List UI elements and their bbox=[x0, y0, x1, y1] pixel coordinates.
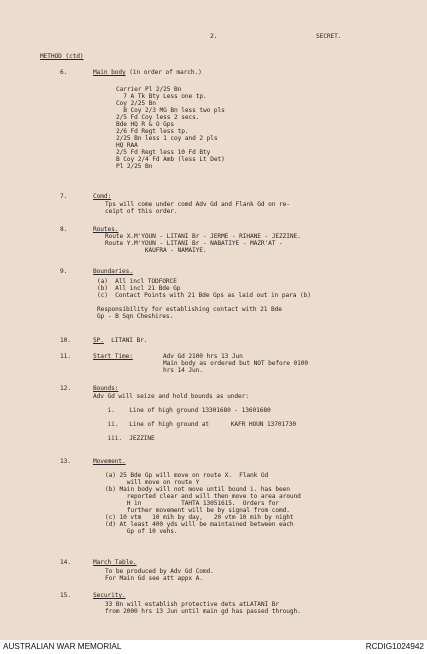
para-body bbox=[105, 601, 301, 615]
body-line: Gp - B Sqn Cheshires. bbox=[97, 313, 174, 320]
body-line: Carrier Pl 2/25 Bn bbox=[116, 86, 182, 93]
body-line: Bde HQ R & O Gps bbox=[116, 121, 175, 128]
para-number: 13. bbox=[60, 458, 71, 465]
body-line: Adv Gd 2100 hrs 13 Jun bbox=[163, 353, 243, 360]
para-number: 9. bbox=[60, 268, 68, 275]
para-number: 8. bbox=[60, 226, 68, 233]
body-line: To be produced by Adv Gd Comd. bbox=[105, 568, 214, 575]
para-subtitle: (in order of march.) bbox=[125, 69, 202, 76]
body-line bbox=[93, 414, 296, 421]
body-line: 2/6 Fd Regt less tp. bbox=[116, 128, 189, 135]
para-title: Security. bbox=[93, 592, 126, 599]
body-line: (c) 10 vtm 10 mih by day, 20 vtm 10 mih by night bbox=[105, 514, 294, 521]
para-title: Start Time: bbox=[93, 353, 133, 360]
body-line: (a) All incl TODFORCE bbox=[97, 278, 177, 285]
para-body bbox=[116, 86, 225, 170]
para-body bbox=[97, 278, 311, 320]
body-line: Gp of 10 vehs. bbox=[105, 528, 178, 535]
para-number: 15. bbox=[60, 592, 71, 599]
body-line: (a) 25 Bde Gp will move on route X. Flank Gd bbox=[105, 472, 269, 479]
para-number: 14. bbox=[60, 559, 71, 566]
para-body bbox=[93, 393, 296, 442]
para-title: Bounds: bbox=[93, 385, 119, 392]
body-line: reported clear and will then move to area around bbox=[105, 493, 301, 500]
body-line: B Coy 2/3 MG Bn less two pls bbox=[116, 107, 225, 114]
para-title-row bbox=[93, 337, 147, 344]
para-title: Boundaries. bbox=[93, 268, 133, 275]
body-line: (b) All incl 21 Bde Gp bbox=[97, 285, 181, 292]
para-body bbox=[163, 353, 308, 374]
body-line: (d) At least 400 yds will be maintained between each bbox=[105, 521, 294, 528]
para-body bbox=[105, 201, 290, 215]
body-line: Tps will come under comd Adv Gd and Flank Gd on re- bbox=[105, 201, 290, 208]
section-heading: METHOD (ctd) bbox=[40, 53, 84, 60]
para-title: Movement. bbox=[93, 458, 126, 465]
body-line: 2/5 Fd Regt less 10 Fd Bty bbox=[116, 149, 211, 156]
body-line: (b) Main body will not move until bound i. has been bbox=[105, 486, 290, 493]
para-body bbox=[105, 233, 301, 254]
body-line: i. Line of high ground 13301680 - 13601680 bbox=[93, 407, 271, 414]
page-number: 2. bbox=[210, 33, 218, 40]
body-line: HQ RAA bbox=[116, 142, 138, 149]
body-line: 2/25 Bn less 1 coy and 2 pls bbox=[116, 135, 218, 142]
body-line: B Coy 2/4 Fd Amb (less Lt Det) bbox=[116, 156, 225, 163]
para-title-row bbox=[93, 69, 202, 76]
body-line: H in TAHTA 13051615. Orders for bbox=[105, 500, 280, 507]
para-text: LITANI Br. bbox=[111, 337, 148, 344]
body-line: from 2000 hrs 13 Jun until main gd has passed through. bbox=[105, 608, 301, 615]
footer-record-id: RCDIG1024942 bbox=[365, 642, 424, 651]
para-title: Routes. bbox=[93, 226, 119, 233]
body-line: 33 Bn will establish protective dets atLATANI Br bbox=[105, 601, 280, 608]
body-line bbox=[97, 299, 311, 306]
para-title: Main body bbox=[93, 69, 126, 76]
body-line: (c) Contact Points with 21 Bde Gps as laid out in para (b) bbox=[97, 292, 311, 299]
para-number: 10. bbox=[60, 337, 71, 344]
body-line: iii. JEZZINE bbox=[93, 435, 155, 442]
para-number: 11. bbox=[60, 353, 71, 360]
footer-bar bbox=[0, 640, 427, 654]
para-number: 7. bbox=[60, 193, 68, 200]
body-line: will move on route Y bbox=[105, 479, 200, 486]
para-number: 12. bbox=[60, 385, 71, 392]
body-line: Responsibility for establishing contact with 21 Bde bbox=[97, 306, 282, 313]
body-line: KAUFRA - NAMAIYE. bbox=[105, 247, 207, 254]
body-line: further movement will be by signal from comd. bbox=[105, 507, 290, 514]
body-line: hrs 14 Jun. bbox=[163, 367, 203, 374]
body-line: Route X.M'YOUN - LITANI Br - JERME - RIHANE - JEZZINE. bbox=[105, 233, 301, 240]
body-line bbox=[93, 428, 296, 435]
para-title: March Table. bbox=[93, 559, 137, 566]
para-number: 6. bbox=[60, 69, 68, 76]
body-line: ii. Line of high ground at KAFR HOUN 13701730 bbox=[93, 421, 297, 428]
body-line: Main body as ordered but NOT before 0100 bbox=[163, 360, 309, 367]
para-body bbox=[105, 568, 214, 582]
body-line: Route Y.M'YOUN - LITANI Br - NABATIYE - MAZR'AT - bbox=[105, 240, 283, 247]
footer-source: AUSTRALIAN WAR MEMORIAL bbox=[3, 642, 122, 651]
body-line: Adv Gd will seize and hold bounds as under: bbox=[93, 393, 249, 400]
body-line bbox=[93, 400, 296, 407]
body-line: 2/5 Fd Coy less 2 secs. bbox=[116, 114, 200, 121]
body-line: Pl 2/25 Bn bbox=[116, 163, 153, 170]
para-title: SP. bbox=[93, 337, 104, 344]
body-line: 7 A Tk Bty Less one tp. bbox=[116, 93, 207, 100]
body-line: For Main Gd see att appx A. bbox=[105, 575, 203, 582]
body-line: Coy 2/25 Bn bbox=[116, 100, 156, 107]
para-body bbox=[105, 472, 301, 535]
body-line: ceipt of this order. bbox=[105, 208, 178, 215]
para-title: Comd: bbox=[93, 193, 112, 200]
classification-label: SECRET. bbox=[316, 33, 342, 40]
